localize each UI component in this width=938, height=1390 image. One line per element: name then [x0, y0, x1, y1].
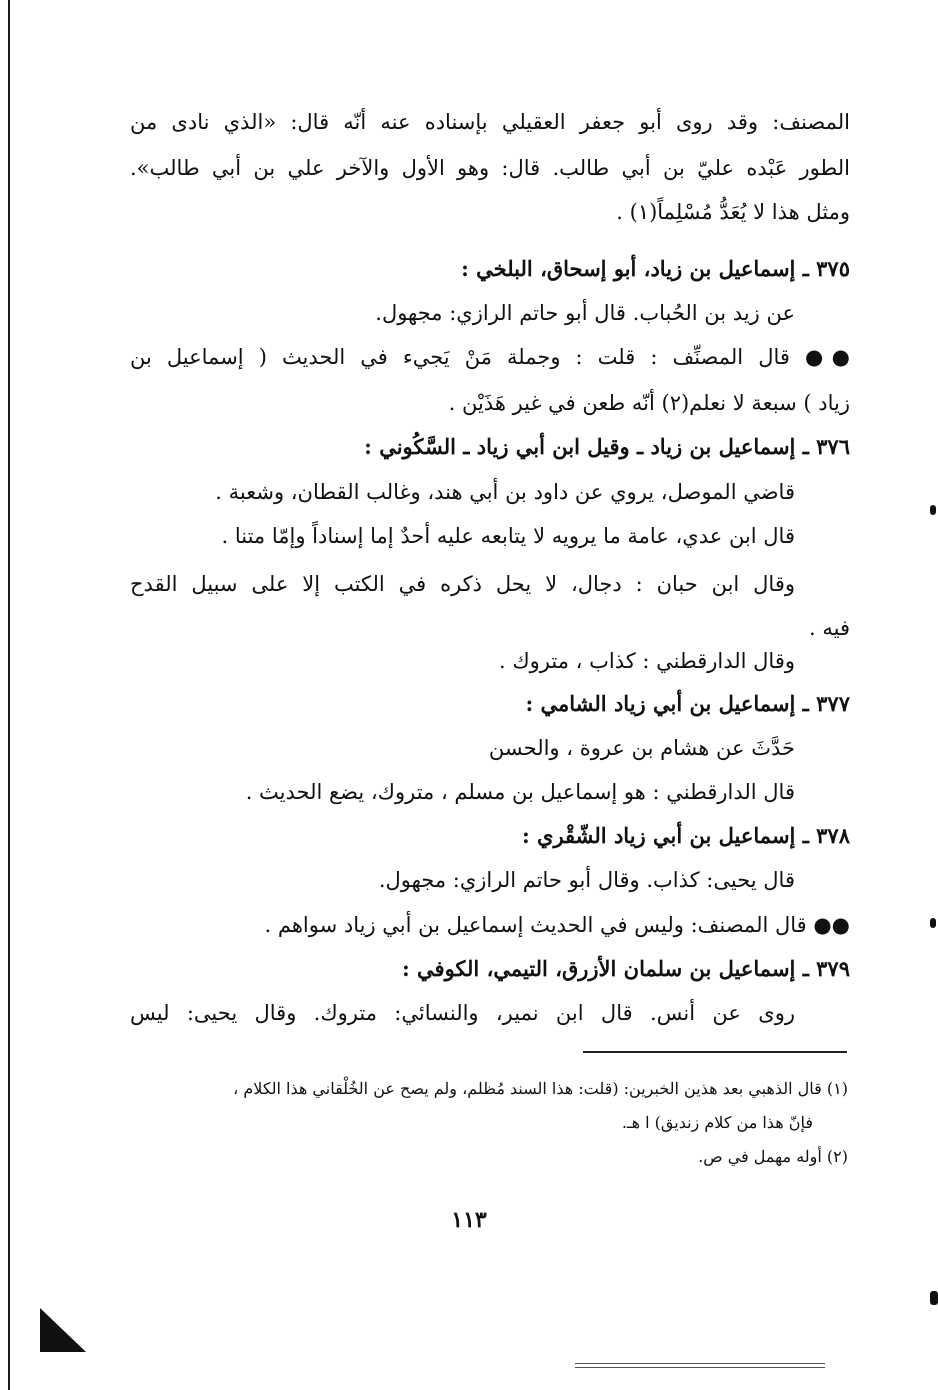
footnote-1: (١) قال الذهبي بعد هذين الخبرين: (قلت: هذا السند مُظلم، ولم يصح عن الخُلْقاني هذا الكلام ،	[233, 1079, 848, 1098]
scan-edge-rule	[8, 0, 10, 1390]
bottom-rule	[575, 1367, 825, 1368]
entry-heading-379: ٣٧٩ ـ إسماعيل بن سلمان الأزرق، التيمي، الكوفي :	[401, 956, 850, 981]
text-line: الطور عَبْده عليّ بن أبي طالب. قال: وهو الأول والآخر علي بن أبي طالب».	[130, 156, 850, 180]
footnote-2: (٢) أوله مهمل في ص.	[698, 1147, 848, 1166]
text-line: فيه .	[809, 616, 850, 640]
text-line: ومثل هذا لا يُعَدُّ مُسْلِماً(١) .	[616, 200, 850, 224]
text-line: قال ابن عدي، عامة ما يرويه لا يتابعه عليه أحدٌ إما إسناداً وإمّا متنا .	[221, 524, 795, 548]
margin-dot	[930, 1291, 938, 1305]
author-note: ●● قال المصنف: وليس في الحديث إسماعيل بن أبي زياد سواهم .	[264, 913, 850, 937]
text-line: قال يحيى: كذاب. وقال أبو حاتم الرازي: مجهول.	[378, 868, 795, 892]
entry-heading-376: ٣٧٦ ـ إسماعيل بن زياد ـ وقيل ابن أبي زياد ـ السَّكُوني :	[364, 434, 850, 459]
entry-heading-375: ٣٧٥ ـ إسماعيل بن زياد، أبو إسحاق، البلخي :	[461, 256, 850, 281]
text-line: وقال الدارقطني : كذاب ، متروك .	[499, 649, 795, 673]
margin-dot	[930, 918, 936, 928]
text-line: عن زيد بن الحُباب. قال أبو حاتم الرازي: مجهول.	[375, 301, 795, 325]
footnote-1-continued: فإنّ هذا من كلام زنديق) ا هـ.	[621, 1113, 813, 1132]
text-line: حَدَّثَ عن هشام بن عروة ، والحسن	[488, 736, 795, 760]
page-number: ١١٣	[451, 1207, 487, 1233]
text-line: قاضي الموصل، يروي عن داود بن أبي هند، وغالب القطان، وشعبة .	[215, 480, 795, 504]
margin-dot	[930, 505, 936, 515]
bottom-rule	[575, 1363, 825, 1364]
entry-heading-377: ٣٧٧ ـ إسماعيل بن أبي زياد الشامي :	[525, 691, 850, 716]
text-line: قال الدارقطني : هو إسماعيل بن مسلم ، متروك، يضع الحديث .	[245, 780, 795, 804]
corner-triangle-mark	[40, 1308, 86, 1352]
entry-heading-378: ٣٧٨ ـ إسماعيل بن أبي زياد الشّقْري :	[521, 823, 850, 848]
text-line: روى عن أنس. قال ابن نمير، والنسائي: متروك. وقال يحيى: ليس	[130, 1001, 795, 1025]
text-line: وقال ابن حبان : دجال، لا يحل ذكره في الكتب إلا على سبيل القدح	[130, 572, 795, 596]
text-line: المصنف: وقد روى أبو جعفر العقيلي بإسناده عنه أنّه قال: «الذي نادى من	[130, 110, 850, 134]
footnote-separator	[583, 1051, 847, 1053]
text-line: زياد ) سبعة لا نعلم(٢) أنّه طعن في غير هَذَيْن .	[448, 391, 850, 415]
author-note: ●● قال المصنِّف : قلت : وجملة مَنْ يَجيء في الحديث ( إسماعيل بن	[130, 345, 850, 369]
